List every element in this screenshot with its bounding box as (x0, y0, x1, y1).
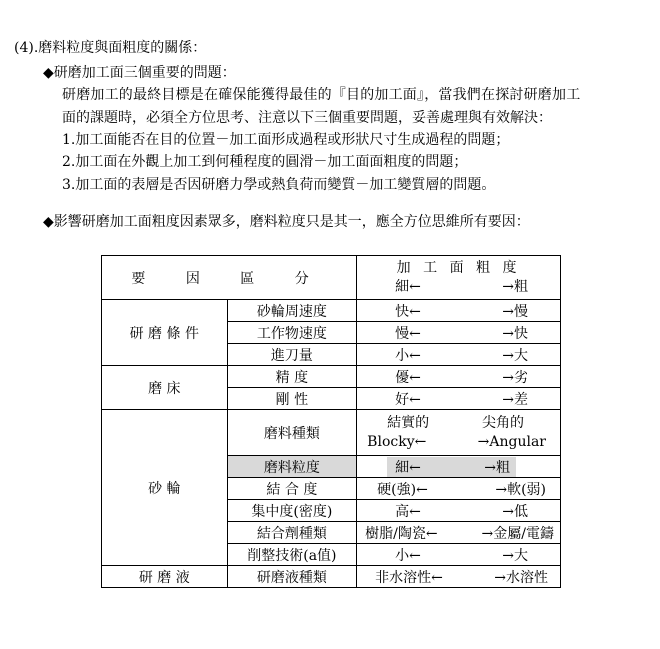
direction-left: 優← (395, 369, 421, 386)
table-row (102, 410, 561, 456)
factor-cell: 剛 性 (227, 388, 357, 410)
table-row (102, 300, 561, 322)
factor-cell: 磨料粒度 (227, 456, 357, 478)
table-header-row (102, 256, 561, 300)
bullet-heading-2: ◆影響研磨加工面粗度因素眾多，磨料粒度只是其一，應全方位思維所有要因： (43, 214, 530, 230)
label-left: 結實的 (387, 414, 430, 431)
group-label: 磨 床 (102, 366, 228, 410)
factor-cell: 砂輪周速度 (227, 300, 357, 322)
direction-right: →差 (502, 391, 528, 408)
header-coarse: →粗 (502, 278, 528, 295)
direction-right: →劣 (502, 369, 528, 386)
direction-left: 樹脂/陶瓷← (365, 525, 438, 542)
direction-left: 細← (395, 459, 421, 476)
bullet-heading-1: ◆研磨加工面三個重要的問題： (43, 65, 236, 81)
factor-cell: 進刀量 (227, 344, 357, 366)
direction-right: →金屬/電鑄 (481, 525, 554, 542)
direction-right: →軟(弱) (495, 481, 546, 498)
direction-right: →低 (502, 503, 528, 520)
factor-table (101, 255, 561, 588)
factor-cell: 精 度 (227, 366, 357, 388)
group-label: 研 磨 液 (102, 566, 228, 588)
direction-right: →水溶性 (494, 569, 548, 586)
group-label: 砂 輪 (102, 410, 228, 566)
direction-left: 非水溶性← (375, 569, 443, 586)
table-row (102, 366, 561, 388)
group-label: 研 磨 條 件 (102, 300, 228, 366)
paragraph-line-1: 研磨加工的最終目標是在確保能獲得最佳的『目的加工面』，當我們在探討研磨加工 (62, 87, 581, 103)
factor-cell: 磨料種類 (227, 410, 357, 456)
factor-cell: 結 合 度 (227, 478, 357, 500)
header-factor: 要 因 區 分 (102, 256, 357, 300)
direction-left: 慢← (395, 325, 421, 342)
list-item-2: 2.加工面在外觀上加工到何種程度的圓滑－加工面面粗度的問題； (62, 154, 468, 170)
paragraph-line-2: 面的課題時，必須全方位思考、注意以下三個重要問題，妥善處理與有效解決： (62, 110, 552, 126)
table-row (102, 566, 561, 588)
section-heading: (4).磨料粒度與面粗度的關係： (14, 40, 207, 56)
direction-left: 好← (395, 391, 421, 408)
factor-cell: 結合劑種類 (227, 522, 357, 544)
direction-left: 小← (395, 547, 421, 564)
direction-right: →粗 (484, 459, 510, 476)
direction-right: →大 (502, 547, 528, 564)
direction-right: →Angular (477, 433, 546, 450)
direction-left: 高← (395, 503, 421, 520)
direction-left: 硬(強)← (377, 481, 428, 498)
header-roughness (357, 256, 561, 300)
direction-left: 快← (395, 303, 421, 320)
direction-left: Blocky← (367, 433, 427, 450)
list-item-3: 3.加工面的表層是否因研磨力學或熱負荷而變質－加工變質層的問題。 (62, 177, 496, 193)
factor-cell: 削整技術(a值) (227, 544, 357, 566)
label-right: 尖角的 (482, 414, 524, 431)
list-item-1: 1.加工面能否在目的位置－加工面形成過程或形狀尺寸生成過程的問題； (62, 132, 510, 148)
factor-cell: 研磨液種類 (227, 566, 357, 588)
direction-right: →大 (502, 347, 528, 364)
factor-cell: 工作物速度 (227, 322, 357, 344)
direction-right: →快 (502, 325, 528, 342)
direction-left: 小← (395, 347, 421, 364)
header-roughness-title: 加 工 面 粗 度 (396, 259, 521, 276)
factor-cell: 集中度(密度) (227, 500, 357, 522)
header-fine: 細← (395, 278, 421, 295)
direction-right: →慢 (502, 303, 528, 320)
